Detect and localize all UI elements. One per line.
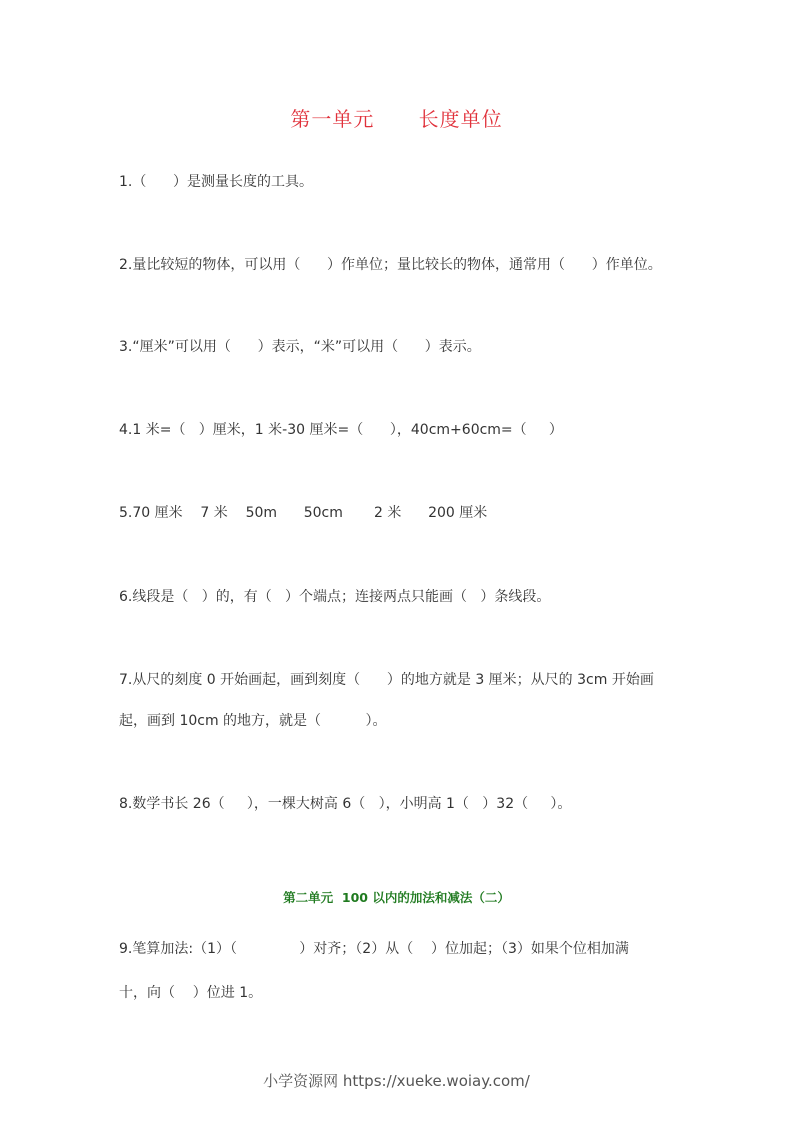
question-7: 7.从尺的刻度 0 开始画起，画到刻度（ ）的地方就是 3 厘米；从尺的 3cm 开始画 xyxy=(119,672,654,688)
unit-2-title: 第二单元 100 以内的加法和减法（二） xyxy=(283,890,510,905)
footer-watermark: 小学资源网 https://xueke.woiay.com/ xyxy=(263,1072,530,1090)
question-3: 3.“厘米”可以用（ ）表示，“米”可以用（ ）表示。 xyxy=(119,339,481,355)
question-9-continuation: 十，向（ ）位进 1。 xyxy=(119,985,263,1001)
unit-1-title: 第一单元 长度单位 xyxy=(290,107,503,131)
question-2: 2.量比较短的物体，可以用（ ）作单位；量比较长的物体，通常用（ ）作单位。 xyxy=(119,257,662,273)
question-9: 9.笔算加法:（1）（ ）对齐；（2）从（ ）位加起；（3）如果个位相加满 xyxy=(119,941,629,957)
question-7-continuation: 起，画到 10cm 的地方，就是（ ）。 xyxy=(119,713,387,729)
question-1: 1.（ ）是测量长度的工具。 xyxy=(119,174,314,190)
question-6: 6.线段是（ ）的，有（ ）个端点；连接两点只能画（ ）条线段。 xyxy=(119,589,551,605)
question-5: 5.70 厘米 7 米 50m 50cm 2 米 200 厘米 xyxy=(119,505,488,521)
question-8: 8.数学书长 26（ ），一棵大树高 6（ ），小明高 1（ ）32（ ）。 xyxy=(119,796,572,812)
question-4: 4.1 米=（ ）厘米，1 米-30 厘米=（ ），40cm+60cm=（ ） xyxy=(119,422,563,438)
